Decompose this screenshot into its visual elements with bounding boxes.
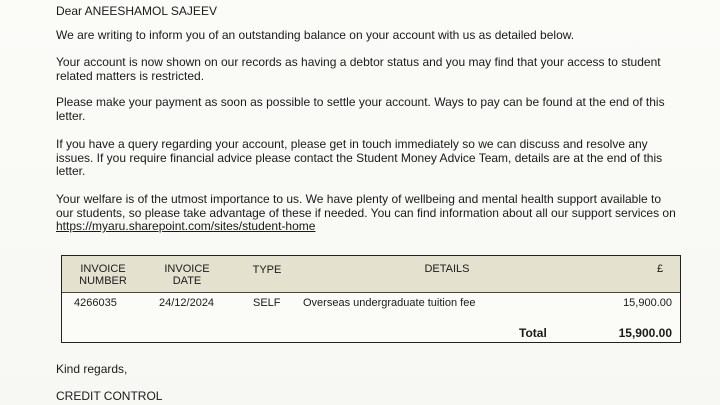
header-type: TYPE [252, 264, 282, 276]
header-amount-currency: £ [656, 263, 664, 275]
header-invoice-date [152, 263, 222, 287]
invoice-table [61, 255, 681, 343]
closing: Kind regards, [56, 362, 128, 376]
paragraph-line: Your account is now shown on our records as having a debtor status and you may find that your access to student [56, 55, 661, 69]
paragraph-query-advice [56, 138, 686, 179]
header-text: INVOICE [80, 263, 126, 275]
header-text: NUMBER [79, 275, 127, 287]
paragraph-line: Please make your payment as soon as possible to settle your account. Ways to pay can be found at the end of this [56, 95, 665, 109]
paragraph-line: letter. [56, 164, 86, 178]
header-text: INVOICE [164, 263, 210, 275]
cell-type: SELF [253, 297, 281, 309]
paragraph-line: our students, so please take advantage of these if needed. You can find information about all our support services on [56, 205, 676, 220]
total-label: Total [519, 326, 547, 340]
salutation: Dear ANEESHAMOL SAJEEV [56, 4, 217, 18]
cell-invoice-date: 24/12/2024 [159, 297, 215, 309]
cell-amount: 15,900.00 [623, 297, 672, 309]
invoice-table-header [62, 256, 680, 293]
signature: CREDIT CONTROL [56, 389, 163, 403]
cell-invoice-number: 4266035 [74, 297, 117, 309]
paragraph-line: issues. If you require financial advice please contact the Student Money Advice Team, details are at the end of this [56, 150, 663, 165]
paragraph-welfare [56, 193, 686, 234]
paragraph-payment-request [56, 96, 686, 123]
header-invoice-number [68, 263, 138, 287]
paragraph-line: Your welfare is of the utmost importance to us. We have plenty of wellbeing and mental health support available to [56, 192, 662, 206]
paragraph-debtor-status [56, 56, 686, 83]
paragraph-line: related matters is restricted. [56, 68, 205, 83]
paragraph-line: letter. [56, 108, 86, 123]
total-value: 15,900.00 [618, 326, 672, 340]
header-details: DETAILS [424, 263, 470, 275]
paragraph-line: If you have a query regarding your account, please get in touch immediately so we can discuss and resolve any [56, 137, 648, 151]
header-text: DATE [172, 275, 202, 287]
paragraph-balance-notice: We are writing to inform you of an outstanding balance on your account with us as detailed below. [56, 28, 575, 42]
cell-details: Overseas undergraduate tuition fee [303, 297, 476, 309]
student-home-link[interactable]: https://myaru.sharepoint.com/sites/student-home [56, 219, 316, 233]
